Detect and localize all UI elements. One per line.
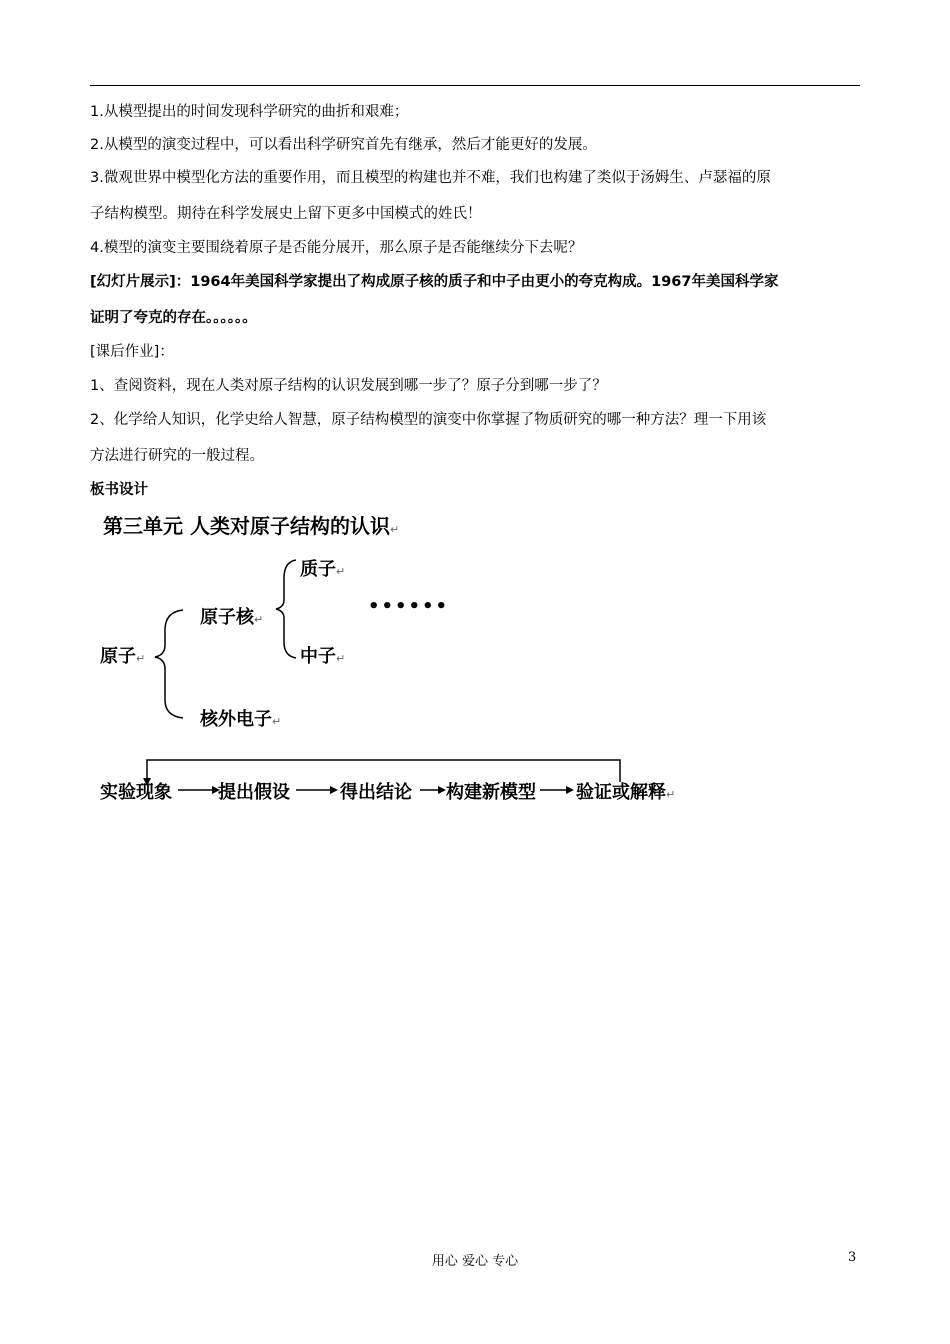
slide-line-1: [幻灯片展示]：1964年美国科学家提出了构成原子核的质子和中子由更小的夸克构成。1967年美国科学家: [90, 274, 779, 290]
homework-item-2-cont: 方法进行研究的一般过程。: [90, 448, 264, 464]
flow-step-1: 实验现象: [100, 782, 172, 803]
proton-label: 质子↵: [300, 559, 346, 580]
flow-step-4: 构建新模型: [446, 782, 536, 803]
ellipsis-dots: ••••••: [368, 596, 450, 617]
paragraph-3: 3.微观世界中模型化方法的重要作用，而且模型的构建也并不难，我们也构建了类似于汤姆生、卢瑟福的原: [90, 170, 771, 186]
slide-line-2: 证明了夸克的存在。。。。。。: [90, 310, 257, 326]
board-heading: 板书设计: [90, 482, 148, 498]
paragraph-4: 4.模型的演变主要围绕着原子是否能分展开，那么原子是否能继续分下去呢？: [90, 240, 583, 256]
flow-step-5: 验证或解释↵: [576, 782, 676, 803]
homework-item-2: 2、化学给人知识，化学史给人智慧，原子结构模型的演变中你掌握了物质研究的哪一种方法？理一下用该: [90, 412, 767, 428]
footer-motto: 用心 爱心 专心: [431, 1254, 519, 1269]
flow-step-2: 提出假设: [218, 782, 290, 803]
flow-step-3: 得出结论: [340, 782, 412, 803]
paragraph-3-cont: 子结构模型。期待在科学发展史上留下更多中国模式的姓氏！: [90, 206, 482, 222]
paragraph-1: 1.从模型提出的时间发现科学研究的曲折和艰难；: [90, 104, 409, 120]
atom-brace: [155, 610, 183, 718]
page-number: 3: [848, 1250, 857, 1265]
paragraph-2: 2.从模型的演变过程中，可以看出科学研究首先有继承，然后才能更好的发展。: [90, 137, 597, 153]
homework-heading: [课后作业]：: [90, 344, 174, 360]
homework-item-1: 1、查阅资料，现在人类对原子结构的认识发展到哪一步了？原子分到哪一步了？: [90, 378, 607, 394]
nucleus-label: 原子核↵: [200, 607, 264, 628]
board-title: 第三单元 人类对原子结构的认识↵: [103, 514, 400, 538]
electron-label: 核外电子↵: [200, 709, 282, 730]
nucleus-brace: [276, 560, 296, 658]
atom-label: 原子↵: [100, 646, 146, 667]
neutron-label: 中子↵: [300, 646, 346, 667]
